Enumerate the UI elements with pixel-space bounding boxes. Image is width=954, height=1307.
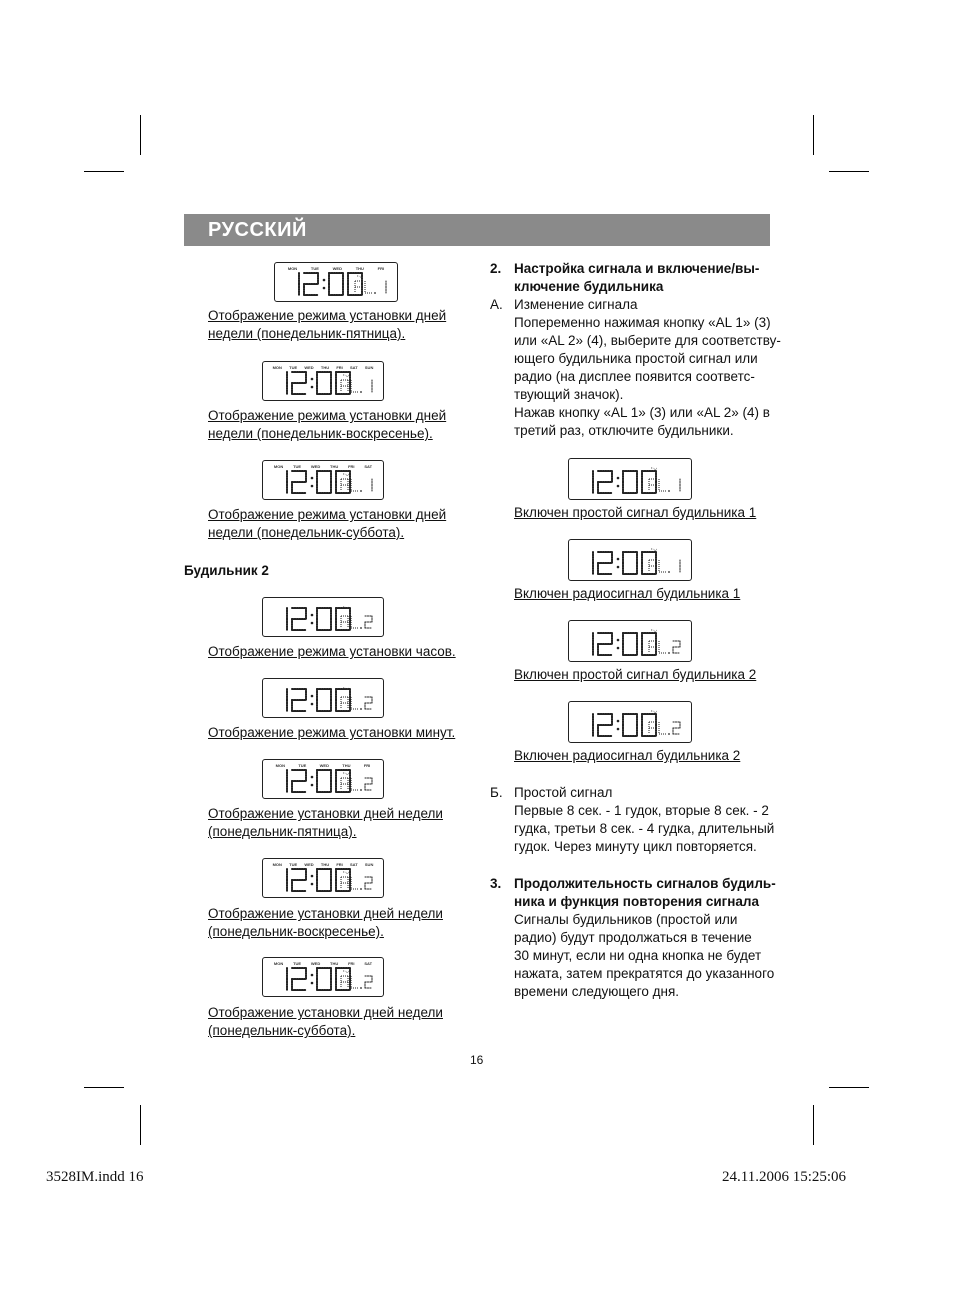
alarm-icon: • ◡ <box>343 968 350 973</box>
section-2-number: 2. <box>490 261 502 276</box>
subsection-b <box>514 784 774 856</box>
weekday-label: FRI <box>348 464 355 469</box>
footer-date: 24.11.2006 15:25:06 <box>722 1169 847 1185</box>
body-line: Первые 8 сек. - 1 гудок, вторые 8 сек. - 2 <box>514 803 769 818</box>
lcd-display <box>262 361 384 401</box>
section-header <box>184 214 770 246</box>
alarm-icon: • ◡ <box>651 546 658 551</box>
lcd-display <box>262 678 384 718</box>
weekday-label: FRI <box>377 266 385 271</box>
weekday-label: THU <box>342 763 351 768</box>
title-line: ника и функция повторения сигнала <box>514 894 760 909</box>
crop-mark <box>84 1087 124 1088</box>
crop-mark <box>84 171 124 172</box>
lcd-digits <box>569 621 691 661</box>
crop-mark <box>829 171 869 172</box>
alarm-icon: • ◡ <box>357 273 364 278</box>
weekday-label: THU <box>330 961 339 966</box>
page-number: 16 <box>470 1053 484 1067</box>
alarm-icon: • ◡ <box>651 708 658 713</box>
lcd-display <box>262 957 384 997</box>
caption <box>208 905 443 941</box>
weekday-label: SAT <box>349 365 358 370</box>
alarm-icon: • ◡ <box>343 770 350 775</box>
body-line: Попеременно нажимая кнопку «AL 1» (3) <box>514 315 771 330</box>
weekday-label: MON <box>272 862 282 867</box>
lcd-display <box>568 539 692 581</box>
lcd-display <box>568 620 692 662</box>
caption-line: недели (понедельник-пятница). <box>208 326 406 341</box>
title-line: Продолжительность сигналов будиль- <box>514 876 776 891</box>
alarm-icon: • ◡ <box>343 604 350 609</box>
lcd-digits <box>569 540 691 580</box>
weekday-label: SAT <box>364 464 373 469</box>
section-3 <box>514 875 776 1001</box>
weekday-label: THU <box>355 266 364 271</box>
section-title: РУССКИЙ <box>208 219 307 241</box>
body-line: нажата, затем прекратятся до указанного <box>514 966 775 981</box>
lcd-digits <box>263 859 383 897</box>
weekday-label: THU <box>330 464 339 469</box>
body-line: радио) будут продолжаться в течение <box>514 930 752 945</box>
caption <box>208 407 446 443</box>
weekday-label: TUE <box>293 961 302 966</box>
caption <box>208 724 455 742</box>
caption: Включен радиосигнал будильника 1 <box>514 586 741 601</box>
caption-line: Отображение режима установки минут. <box>208 725 456 740</box>
footer-file: 3528IM.indd 16 <box>46 1169 144 1185</box>
lcd-display <box>262 759 384 799</box>
lcd-digits <box>263 461 383 499</box>
caption-line: Отображение режима установки часов. <box>208 644 456 659</box>
body-line: времени следующего дня. <box>514 984 680 999</box>
weekday-label: WED <box>304 862 314 867</box>
caption-line: недели (понедельник-суббота). <box>208 525 405 540</box>
alarm2-heading: Будильник 2 <box>184 563 269 578</box>
caption: Включен простой сигнал будильника 2 <box>514 667 757 682</box>
weekday-label: MON <box>275 763 285 768</box>
caption-line: (понедельник-воскресенье). <box>208 924 384 939</box>
body-line: твующий значок). <box>514 387 624 402</box>
caption-line: (понедельник-пятница). <box>208 824 357 839</box>
body-line: радио (на дисплее появится соответс- <box>514 369 755 384</box>
weekday-label: SUN <box>364 862 374 867</box>
weekday-label: TUE <box>310 266 319 271</box>
subsection-b-label: Б. <box>490 785 503 800</box>
caption-line: Отображение установки дней недели <box>208 906 443 921</box>
weekday-label: TUE <box>298 763 307 768</box>
weekday-label: TUE <box>289 365 298 370</box>
caption-line: Отображение режима установки дней <box>208 507 447 522</box>
subsection-title: Простой сигнал <box>514 785 613 800</box>
crop-mark <box>813 1105 814 1145</box>
weekday-label: TUE <box>293 464 302 469</box>
weekday-label: MON <box>287 266 298 271</box>
caption-line: Отображение установки дней недели <box>208 1005 443 1020</box>
caption: Включен простой сигнал будильника 1 <box>514 505 757 520</box>
subsection-title: Изменение сигнала <box>514 297 638 312</box>
subsection-a <box>514 296 781 440</box>
caption-line: Отображение режима установки дней <box>208 308 447 323</box>
lcd-display <box>262 597 384 637</box>
caption-line: Отображение установки дней недели <box>208 806 443 821</box>
weekday-label: WED <box>310 464 321 469</box>
alarm-icon: • ◡ <box>343 372 350 377</box>
section-3-number: 3. <box>490 876 502 891</box>
body-line: Нажав кнопку «AL 1» (3) или «AL 2» (4) в <box>514 405 770 420</box>
caption <box>208 307 446 343</box>
lcd-digits <box>275 263 397 301</box>
weekday-label: SUN <box>364 365 374 370</box>
lcd-digits <box>263 362 383 400</box>
alarm-icon: • ◡ <box>343 471 350 476</box>
crop-mark <box>140 115 141 155</box>
caption <box>208 1004 443 1040</box>
crop-mark <box>829 1087 869 1088</box>
weekday-label: MON <box>273 961 284 966</box>
body-line: или «AL 2» (4), выберите для соответству- <box>514 333 781 348</box>
lcd-digits <box>263 679 383 717</box>
weekday-label: THU <box>320 862 330 867</box>
body-line: Сигналы будильников (простой или <box>514 912 738 927</box>
title-line: Настройка сигнала и включение/вы- <box>514 261 760 276</box>
lcd-digits <box>569 459 691 499</box>
lcd-digits <box>569 702 691 742</box>
body-line: гудок. Через минуту цикл повторяется. <box>514 839 757 854</box>
weekday-label: WED <box>310 961 321 966</box>
lcd-display <box>274 262 398 302</box>
weekday-label: MON <box>273 464 284 469</box>
crop-mark <box>813 115 814 155</box>
weekday-label: TUE <box>289 862 298 867</box>
lcd-digits <box>263 760 383 798</box>
lcd-digits <box>263 958 383 996</box>
title-line: ключение будильника <box>514 279 664 294</box>
body-line: третий раз, отключите будильники. <box>514 423 734 438</box>
weekday-label: SAT <box>364 961 373 966</box>
body-line: 30 минут, если ни одна кнопка не будет <box>514 948 762 963</box>
weekday-label: FRI <box>336 862 343 867</box>
weekday-label: SAT <box>349 862 358 867</box>
weekday-label: WED <box>332 266 342 271</box>
weekday-label: WED <box>304 365 314 370</box>
lcd-display <box>262 858 384 898</box>
caption <box>208 506 446 542</box>
weekday-label: THU <box>320 365 330 370</box>
body-line: ющего будильника простой сигнал или <box>514 351 758 366</box>
alarm-icon: • ◡ <box>651 465 658 470</box>
weekday-label: MON <box>272 365 282 370</box>
caption-line: недели (понедельник-воскресенье). <box>208 426 433 441</box>
lcd-display <box>568 458 692 500</box>
crop-mark <box>140 1105 141 1145</box>
caption: Включен радиосигнал будильника 2 <box>514 748 741 763</box>
alarm-icon: • ◡ <box>651 627 658 632</box>
alarm-icon: • ◡ <box>343 869 350 874</box>
lcd-display <box>262 460 384 500</box>
subsection-a-label: А. <box>490 297 503 312</box>
weekday-label: FRI <box>336 365 343 370</box>
caption <box>208 643 456 661</box>
caption <box>208 805 443 841</box>
lcd-digits <box>263 598 383 636</box>
caption-line: (понедельник-суббота). <box>208 1023 356 1038</box>
lcd-display <box>568 701 692 743</box>
weekday-label: FRI <box>363 763 371 768</box>
alarm-icon: • ◡ <box>343 685 350 690</box>
weekday-label: FRI <box>348 961 355 966</box>
caption-line: Отображение режима установки дней <box>208 408 447 423</box>
weekday-label: WED <box>319 763 329 768</box>
body-line: гудка, третьи 8 сек. - 4 гудка, длительный <box>514 821 775 836</box>
section-2-title <box>514 260 759 296</box>
